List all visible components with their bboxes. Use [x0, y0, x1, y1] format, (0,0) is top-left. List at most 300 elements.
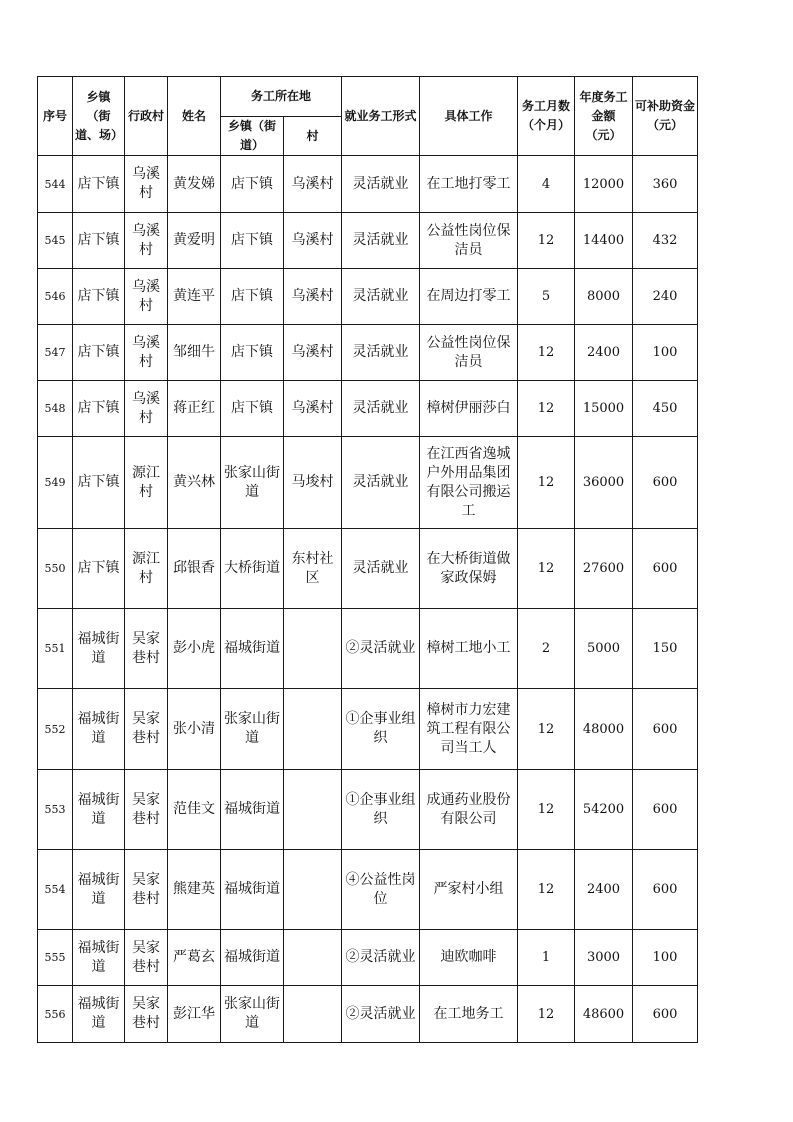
subsidy-cell-text: 450 [652, 401, 678, 416]
months-cell [518, 609, 575, 689]
village-cell [125, 850, 168, 930]
town-cell [73, 437, 125, 529]
income-cell [575, 986, 633, 1043]
income-cell-text: 48600 [582, 1006, 625, 1022]
months-cell-text: 12 [537, 721, 555, 737]
work-town-cell [221, 381, 284, 437]
job-cell [420, 156, 518, 213]
form-cell-text: ②灵活就业 [345, 640, 416, 656]
name-cell-text: 邹细牛 [173, 344, 215, 360]
form-cell-text: 灵活就业 [352, 474, 409, 490]
village-cell [125, 770, 168, 850]
work-village-cell-text: 乌溪村 [291, 344, 334, 360]
seq-cell-text: 549 [44, 476, 66, 489]
income-cell-text: 2400 [586, 882, 621, 897]
table-row [38, 930, 698, 986]
seq-cell [38, 437, 73, 529]
work-town-cell-text: 福城街道 [224, 640, 280, 656]
village-cell-text: 吴家巷村 [132, 939, 160, 975]
form-cell [342, 850, 420, 930]
income-cell-text: 15000 [582, 401, 625, 416]
seq-cell-text: 551 [44, 642, 66, 655]
work-town-cell-text: 店下镇 [231, 288, 273, 304]
seq-cell-text: 548 [44, 402, 66, 415]
income-cell-text: 27600 [582, 561, 625, 576]
income-cell [575, 930, 633, 986]
form-cell [342, 437, 420, 529]
months-cell [518, 213, 575, 269]
job-cell-text: 成通药业股份有限公司 [426, 791, 511, 827]
seq-cell-text: 552 [44, 722, 66, 736]
town-cell-text: 福城街道 [77, 871, 120, 907]
header-months [518, 77, 575, 156]
name-cell-text: 严葛玄 [173, 949, 215, 965]
table-row [38, 689, 698, 770]
village-cell-text: 乌溪村 [132, 278, 160, 314]
job-cell [420, 437, 518, 529]
town-cell-text: 店下镇 [77, 288, 120, 304]
town-cell [73, 689, 125, 770]
income-cell-text: 48000 [582, 721, 625, 737]
work-village-cell [284, 689, 342, 770]
name-cell [168, 986, 221, 1043]
form-cell-text: 灵活就业 [352, 288, 409, 304]
header-job: 具体工作 [420, 77, 518, 156]
work-village-cell [284, 930, 342, 986]
seq-cell [38, 850, 73, 930]
table-row [38, 325, 698, 381]
village-cell-text: 乌溪村 [132, 222, 160, 258]
name-cell [168, 609, 221, 689]
income-cell [575, 850, 633, 930]
seq-cell [38, 156, 73, 213]
seq-cell-text: 554 [44, 883, 66, 896]
months-cell-text: 12 [537, 1006, 555, 1022]
subsidy-cell [633, 437, 698, 529]
table-row [38, 156, 698, 213]
seq-cell-text: 544 [44, 177, 66, 191]
name-cell-text: 熊建英 [173, 881, 215, 897]
months-cell [518, 986, 575, 1043]
seq-cell [38, 269, 73, 325]
work-town-cell [221, 609, 284, 689]
months-cell [518, 930, 575, 986]
subsidy-cell [633, 609, 698, 689]
work-town-cell-text: 张家山街道 [224, 464, 280, 500]
name-cell-text: 黄爱明 [173, 232, 215, 248]
village-cell-text: 源江村 [132, 464, 160, 500]
seq-cell-text: 545 [44, 234, 66, 247]
work-town-cell [221, 269, 284, 325]
town-cell [73, 850, 125, 930]
form-cell-text: ①企事业组织 [345, 711, 416, 746]
income-cell [575, 156, 633, 213]
income-cell-text: 3000 [586, 950, 621, 965]
months-cell [518, 437, 575, 529]
work-town-cell-text: 福城街道 [224, 801, 280, 817]
months-cell [518, 325, 575, 381]
income-cell [575, 609, 633, 689]
subsidy-cell-text: 100 [652, 345, 678, 360]
town-cell-text: 店下镇 [77, 400, 120, 416]
months-cell [518, 156, 575, 213]
header-town-text: 乡镇（街道、场） [75, 89, 124, 142]
job-cell-text: 樟树伊丽莎白 [426, 400, 511, 416]
months-cell-text: 12 [537, 882, 555, 897]
work-town-cell [221, 930, 284, 986]
work-village-cell [284, 986, 342, 1043]
months-cell [518, 381, 575, 437]
form-cell [342, 325, 420, 381]
village-cell-text: 吴家巷村 [132, 791, 160, 827]
name-cell [168, 325, 221, 381]
subsidy-cell [633, 269, 698, 325]
header-town [73, 77, 125, 156]
work-village-cell [284, 609, 342, 689]
work-village-cell [284, 770, 342, 850]
village-cell [125, 689, 168, 770]
income-cell-text: 54200 [582, 802, 625, 817]
subsidy-cell-text: 600 [652, 1006, 678, 1022]
name-cell [168, 770, 221, 850]
table-row [38, 770, 698, 850]
seq-cell-text: 547 [44, 346, 66, 359]
work-village-cell [284, 325, 342, 381]
months-cell [518, 850, 575, 930]
village-cell-text: 乌溪村 [132, 334, 160, 370]
town-cell-text: 福城街道 [77, 711, 120, 746]
form-cell [342, 609, 420, 689]
header-months-text: 务工月数（个月） [522, 99, 571, 132]
work-village-cell [284, 269, 342, 325]
months-cell-text: 12 [537, 233, 555, 248]
work-town-cell-text: 张家山街道 [224, 996, 280, 1031]
table-row [38, 381, 698, 437]
job-cell [420, 381, 518, 437]
work-village-cell [284, 529, 342, 609]
income-cell [575, 269, 633, 325]
work-town-cell [221, 986, 284, 1043]
town-cell-text: 福城街道 [77, 791, 120, 827]
income-cell [575, 529, 633, 609]
income-cell [575, 213, 633, 269]
town-cell [73, 609, 125, 689]
table-body [38, 156, 698, 1043]
subsidy-cell-text: 240 [652, 289, 678, 304]
subsidy-cell-text: 100 [652, 950, 678, 965]
form-cell [342, 986, 420, 1043]
town-cell [73, 213, 125, 269]
table-row [38, 437, 698, 529]
months-cell-text: 5 [541, 289, 551, 304]
village-cell [125, 381, 168, 437]
job-cell-text: 在工地务工 [433, 1005, 504, 1022]
subsidy-cell [633, 689, 698, 770]
village-cell [125, 986, 168, 1043]
work-town-cell-text: 店下镇 [231, 400, 273, 416]
form-cell-text: 灵活就业 [352, 560, 409, 576]
work-town-cell [221, 529, 284, 609]
town-cell [73, 156, 125, 213]
table-row [38, 986, 698, 1043]
subsidy-cell-text: 600 [652, 721, 678, 737]
town-cell-text: 福城街道 [77, 939, 120, 975]
months-cell-text: 1 [541, 950, 551, 965]
town-cell-text: 店下镇 [77, 560, 120, 576]
work-town-cell [221, 213, 284, 269]
months-cell [518, 770, 575, 850]
job-cell-text: 在周边打零工 [426, 288, 511, 304]
months-cell-text: 12 [537, 475, 555, 490]
months-cell-text: 2 [541, 641, 551, 656]
work-village-cell-text: 乌溪村 [291, 232, 334, 248]
form-cell-text: ④公益性岗位 [345, 871, 416, 907]
seq-cell-text: 556 [44, 1007, 66, 1021]
employment-subsidy-table [37, 76, 698, 1043]
work-town-cell [221, 325, 284, 381]
village-cell-text: 乌溪村 [132, 390, 160, 426]
name-cell-text: 张小清 [173, 720, 215, 737]
form-cell-text: 灵活就业 [352, 232, 409, 248]
village-cell [125, 325, 168, 381]
town-cell-text: 店下镇 [77, 232, 120, 248]
job-cell-text: 严家村小组 [433, 881, 504, 897]
income-cell [575, 770, 633, 850]
table-header [38, 77, 698, 156]
header-work-town [221, 117, 284, 156]
seq-cell [38, 930, 73, 986]
header-name: 姓名 [168, 77, 221, 156]
village-cell [125, 269, 168, 325]
village-cell-text: 源江村 [132, 550, 160, 586]
name-cell [168, 437, 221, 529]
village-cell-text: 吴家巷村 [132, 630, 160, 666]
name-cell [168, 269, 221, 325]
form-cell [342, 269, 420, 325]
header-work-village: 村 [284, 117, 342, 156]
job-cell [420, 529, 518, 609]
work-village-cell-text: 马埈村 [291, 474, 334, 490]
job-cell-text: 在大桥街道做家政保姆 [426, 550, 511, 586]
seq-cell [38, 529, 73, 609]
name-cell [168, 689, 221, 770]
town-cell [73, 930, 125, 986]
name-cell-text: 蒋正红 [173, 400, 215, 416]
form-cell-text: ②灵活就业 [345, 949, 416, 965]
form-cell [342, 213, 420, 269]
seq-cell-text: 550 [44, 562, 66, 575]
town-cell-text: 福城街道 [77, 630, 120, 666]
seq-cell-text: 555 [44, 951, 66, 964]
months-cell-text: 12 [537, 802, 555, 817]
job-cell-text: 迪欧咖啡 [440, 949, 497, 965]
header-seq: 序号 [38, 77, 73, 156]
work-village-cell [284, 850, 342, 930]
work-village-cell-text: 乌溪村 [291, 175, 334, 192]
name-cell [168, 213, 221, 269]
table-row [38, 529, 698, 609]
job-cell [420, 930, 518, 986]
months-cell [518, 269, 575, 325]
subsidy-cell-text: 600 [652, 561, 678, 576]
form-cell [342, 930, 420, 986]
subsidy-cell-text: 150 [652, 641, 678, 656]
income-cell [575, 381, 633, 437]
job-cell [420, 213, 518, 269]
work-town-cell-text: 店下镇 [231, 344, 273, 360]
job-cell-text: 樟树市力宏建筑工程有限公司当工人 [426, 701, 511, 756]
town-cell [73, 986, 125, 1043]
town-cell [73, 529, 125, 609]
seq-cell-text: 546 [44, 290, 66, 303]
village-cell-text: 吴家巷村 [132, 711, 160, 746]
work-town-cell-text: 店下镇 [231, 232, 273, 248]
seq-cell [38, 986, 73, 1043]
town-cell [73, 325, 125, 381]
work-town-cell-text: 店下镇 [231, 175, 273, 192]
months-cell [518, 529, 575, 609]
subsidy-cell [633, 529, 698, 609]
work-town-cell [221, 850, 284, 930]
table-row [38, 850, 698, 930]
header-subsidy [633, 77, 698, 156]
job-cell-text: 公益性岗位保洁员 [426, 334, 511, 370]
job-cell [420, 325, 518, 381]
income-cell [575, 437, 633, 529]
income-cell [575, 325, 633, 381]
job-cell-text: 樟树工地小工 [426, 640, 511, 656]
income-cell-text: 12000 [582, 176, 625, 192]
work-town-cell-text: 福城街道 [224, 881, 280, 897]
subsidy-cell-text: 360 [652, 176, 678, 192]
village-cell [125, 437, 168, 529]
subsidy-cell [633, 381, 698, 437]
form-cell [342, 689, 420, 770]
name-cell-text: 彭小虎 [173, 640, 215, 656]
header-form: 就业务工形式 [342, 77, 420, 156]
town-cell [73, 381, 125, 437]
form-cell-text: ②灵活就业 [345, 1005, 416, 1022]
work-town-cell [221, 770, 284, 850]
subsidy-cell [633, 213, 698, 269]
work-village-cell-text: 乌溪村 [291, 288, 334, 304]
seq-cell [38, 213, 73, 269]
village-cell-text: 吴家巷村 [132, 871, 160, 907]
work-village-cell [284, 381, 342, 437]
months-cell-text: 4 [541, 176, 551, 192]
name-cell-text: 黄连平 [173, 288, 215, 304]
work-village-cell [284, 437, 342, 529]
subsidy-cell [633, 770, 698, 850]
form-cell-text: 灵活就业 [352, 344, 409, 360]
name-cell-text: 黄兴林 [173, 474, 215, 490]
town-cell-text: 福城街道 [77, 996, 120, 1031]
work-village-cell [284, 213, 342, 269]
income-cell-text: 14400 [582, 233, 625, 248]
form-cell [342, 770, 420, 850]
work-town-cell-text: 大桥街道 [224, 560, 280, 576]
seq-cell [38, 325, 73, 381]
form-cell [342, 156, 420, 213]
header-subsidy-text: 可补助资金（元） [635, 99, 696, 132]
town-cell-text: 店下镇 [77, 474, 120, 490]
seq-cell-text: 553 [44, 803, 66, 816]
work-town-cell [221, 437, 284, 529]
town-cell [73, 770, 125, 850]
name-cell-text: 彭江华 [173, 1005, 215, 1022]
seq-cell [38, 381, 73, 437]
subsidy-cell-text: 600 [652, 475, 678, 490]
job-cell-text: 在工地打零工 [426, 175, 511, 192]
seq-cell [38, 770, 73, 850]
header-village: 行政村 [125, 77, 168, 156]
town-cell-text: 店下镇 [77, 175, 120, 192]
header-income [575, 77, 633, 156]
job-cell [420, 986, 518, 1043]
subsidy-cell-text: 432 [652, 233, 678, 248]
subsidy-cell-text: 600 [652, 802, 678, 817]
subsidy-cell [633, 156, 698, 213]
income-cell-text: 36000 [582, 475, 625, 490]
village-cell [125, 213, 168, 269]
name-cell [168, 930, 221, 986]
form-cell [342, 381, 420, 437]
village-cell [125, 156, 168, 213]
name-cell [168, 529, 221, 609]
name-cell-text: 黄发娣 [173, 175, 215, 192]
table-row [38, 269, 698, 325]
town-cell-text: 店下镇 [77, 344, 120, 360]
name-cell-text: 范佳文 [173, 801, 215, 817]
subsidy-cell [633, 325, 698, 381]
form-cell [342, 529, 420, 609]
form-cell-text: ①企事业组织 [345, 791, 416, 827]
months-cell-text: 12 [537, 345, 555, 360]
job-cell [420, 689, 518, 770]
table-row [38, 213, 698, 269]
subsidy-cell-text: 600 [652, 882, 678, 897]
header-work-town-text: 乡镇（街道） [227, 119, 276, 152]
name-cell-text: 邱银香 [173, 560, 215, 576]
seq-cell [38, 689, 73, 770]
months-cell-text: 12 [537, 561, 555, 576]
income-cell [575, 689, 633, 770]
header-work-location: 务工所在地 [221, 77, 342, 117]
job-cell-text: 公益性岗位保洁员 [426, 222, 511, 258]
work-village-cell [284, 156, 342, 213]
work-village-cell-text: 乌溪村 [291, 400, 334, 416]
subsidy-cell [633, 986, 698, 1043]
work-town-cell [221, 689, 284, 770]
village-cell [125, 609, 168, 689]
income-cell-text: 2400 [586, 345, 621, 360]
seq-cell [38, 609, 73, 689]
job-cell [420, 770, 518, 850]
job-cell-text: 在江西省逸城户外用品集团有限公司搬运工 [426, 445, 511, 519]
work-village-cell-text: 东村社区 [291, 550, 334, 586]
town-cell [73, 269, 125, 325]
form-cell-text: 灵活就业 [352, 175, 409, 192]
village-cell-text: 吴家巷村 [132, 996, 160, 1031]
village-cell [125, 930, 168, 986]
income-cell-text: 8000 [586, 289, 621, 304]
work-town-cell-text: 张家山街道 [224, 711, 280, 746]
work-town-cell [221, 156, 284, 213]
name-cell [168, 156, 221, 213]
village-cell-text: 乌溪村 [132, 166, 160, 201]
name-cell [168, 381, 221, 437]
months-cell-text: 12 [537, 401, 555, 416]
